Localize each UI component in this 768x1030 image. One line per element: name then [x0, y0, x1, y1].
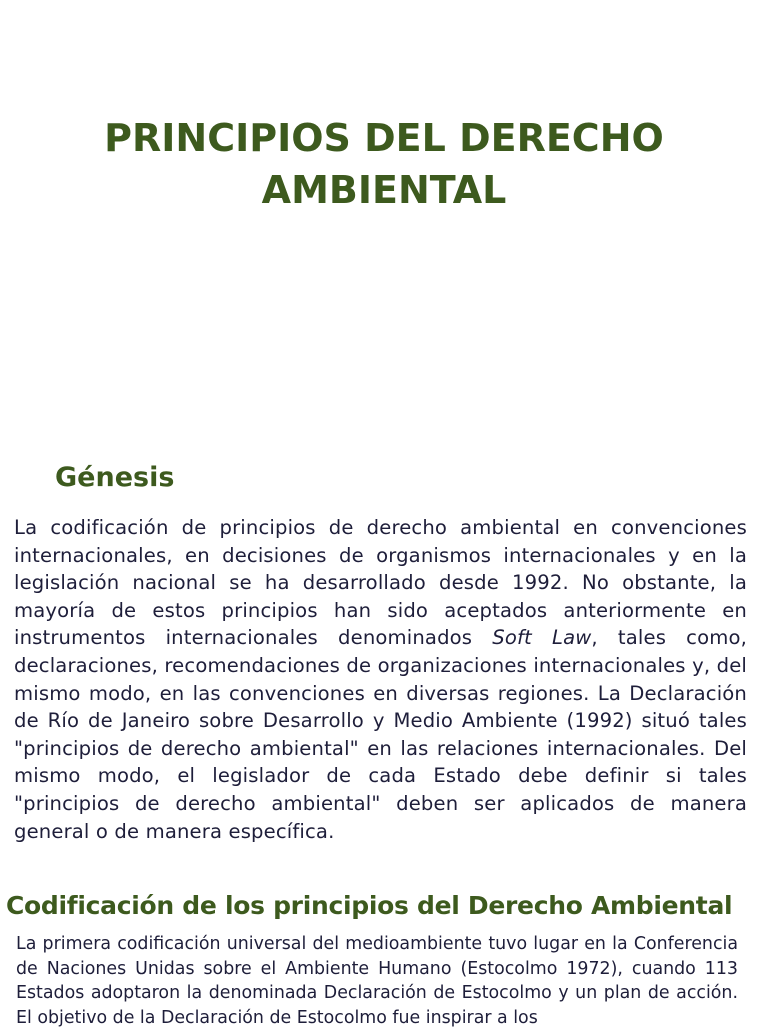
page-title — [0, 112, 768, 216]
genesis-paragraph — [14, 514, 747, 845]
genesis-text-part-1: La codificación de principios de derecho ambiental en convenciones internacionales, en decisiones de organismos internacionales y en la legislación nacional se ha desarrollado desde 1992. No obstante, la mayoría de estos principios han sido aceptados anteriormente en instrumentos internacionales denominados — [14, 516, 747, 650]
page-title-line-2: AMBIENTAL — [261, 168, 507, 212]
genesis-text-part-2: , tales como, declaraciones, recomendaciones de organizaciones internacionales y, del mismo modo, en las convenciones en diversas regiones. La Declaración de Río de Janeiro sobre Desarrollo y Medio Ambiente (1992) situó tales "principios de derecho ambiental" en las relaciones internacionales. Del mismo modo, el legislador de cada Estado debe definir si tales "principios de derecho ambiental" deben ser aplicados de manera general o de manera específica. — [14, 626, 747, 843]
soft-law-term: Soft Law — [492, 626, 592, 650]
codificacion-paragraph: La primera codificación universal del medioambiente tuvo lugar en la Conferencia de Naciones Unidas sobre el Ambiente Humano (Estocolmo 1972), cuando 113 Estados adoptaron la denominada Declaración de Estocolmo y un plan de acción. El objetivo de la Declaración de Estocolmo fue inspirar a los — [16, 934, 738, 1028]
genesis-heading: Génesis — [55, 462, 175, 493]
codificacion-heading: Codificación de los principios del Derecho Ambiental — [6, 891, 733, 920]
page-title-line-1: PRINCIPIOS DEL DERECHO — [104, 116, 664, 160]
